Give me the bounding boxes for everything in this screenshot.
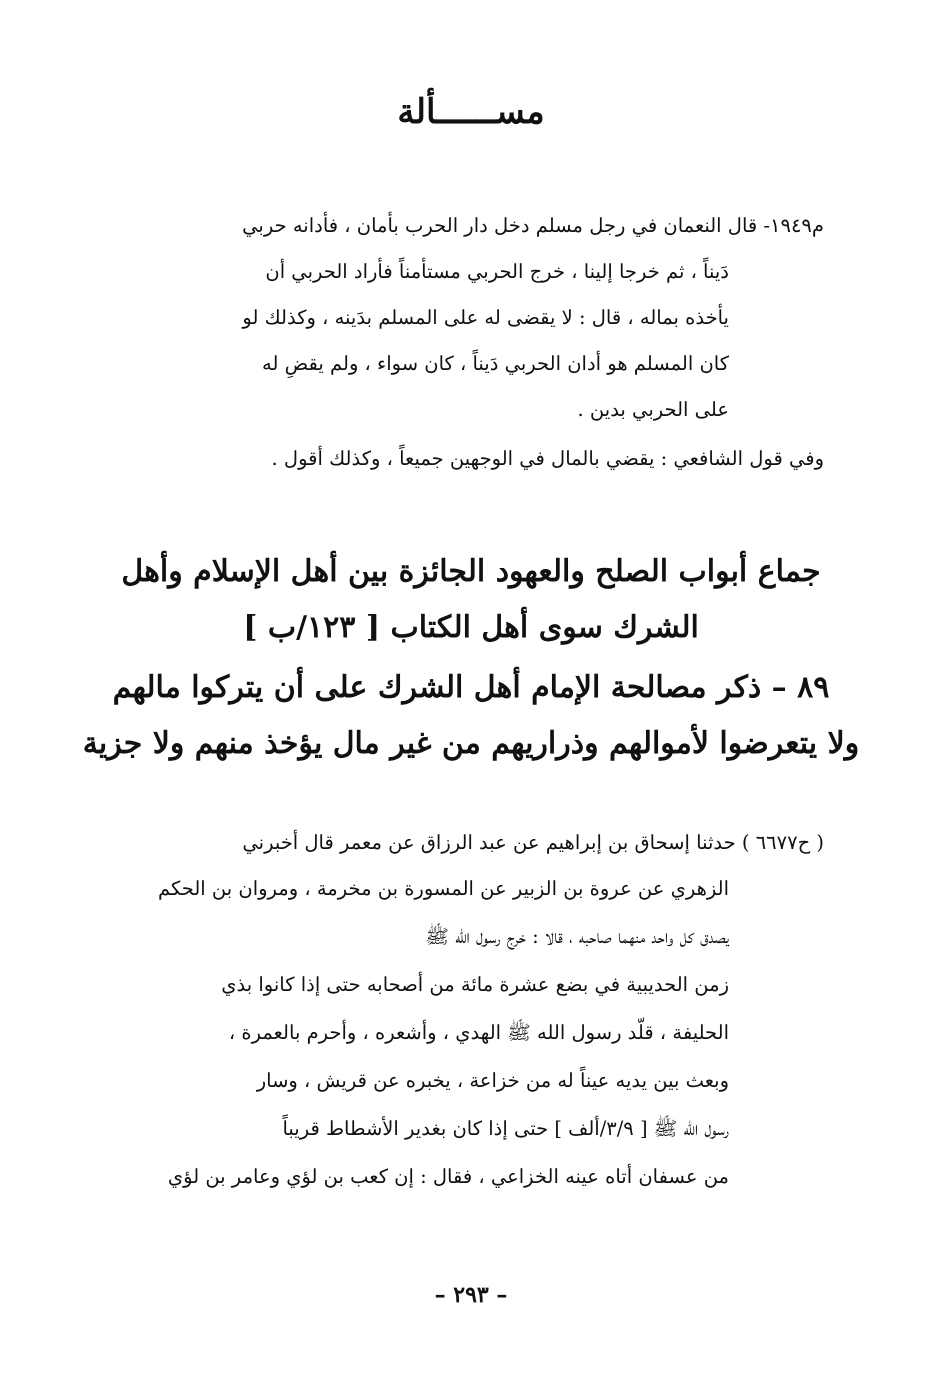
hadith-line-7: رسول الله ﷺ [ ٣/٩/ألف ] حتى إذا كان بغدير الأشطاط قريباً: [282, 1117, 729, 1140]
hadith-line-4: زمن الحديبية في بضع عشرة مائة من أصحابه حتى إذا كانوا بذي: [221, 973, 729, 996]
hadith-line-6: وبعث بين يديه عيناً له من خزاعة ، يخبره عن قريش ، وسار: [256, 1069, 729, 1092]
subsection-title-line-2: ولا يتعرضوا لأموالهم وذراريهم من غير مال يؤخذ منهم ولا جزية: [82, 726, 860, 761]
masala-line-3: يأخذه بماله ، قال : لا يقضى له على المسلم بدَينه ، وكذلك لو: [242, 306, 729, 329]
page-number: – ٢٩٣ –: [434, 1282, 508, 1308]
hadith-line-5: الحليفة ، قلّد رسول الله ﷺ الهدي ، وأشعره ، وأحرم بالعمرة ،: [228, 1021, 729, 1044]
subsection-title-line-1: ٨٩ – ذكر مصالحة الإمام أهل الشرك على أن يتركوا مالهم: [112, 670, 830, 705]
masala-line-2: دَيناً ، ثم خرجا إلينا ، خرج الحربي مستأمناً فأراد الحربي أن: [265, 260, 729, 283]
hadith-line-2: الزهري عن عروة بن الزبير عن المسورة بن مخرمة ، ومروان بن الحكم: [158, 877, 729, 900]
masala-line-5: على الحربي بدين .: [577, 398, 729, 421]
masala-heading: مســــــألة: [397, 92, 545, 132]
section-title-line-2: الشرك سوى أهل الكتاب [ ١٢٣/ب ]: [243, 610, 699, 645]
hadith-line-8: من عسفان أتاه عينه الخزاعي ، فقال : إن كعب بن لؤي وعامر بن لؤي: [167, 1165, 729, 1188]
section-title-line-1: جماع أبواب الصلح والعهود الجائزة بين أهل الإسلام وأهل: [121, 554, 821, 589]
hadith-line-1: ( ح٦٦٧٧ ) حدثنا إسحاق بن إبراهيم عن عبد الرزاق عن معمر قال أخبرني: [242, 831, 824, 854]
masala-line-1: م١٩٤٩- قال النعمان في رجل مسلم دخل دار الحرب بأمان ، فأدانه حربي: [242, 214, 824, 237]
shafii-opinion-line: وفي قول الشافعي : يقضي بالمال في الوجهين جميعاً ، وكذلك أقول .: [271, 447, 824, 470]
masala-line-4: كان المسلم هو أدان الحربي دَيناً ، كان سواء ، ولم يقضِ له: [262, 352, 729, 375]
hadith-line-3: يصدق كل واحد منهما صاحبه ، قالا : خرج رسول الله ﷺ: [425, 925, 729, 948]
